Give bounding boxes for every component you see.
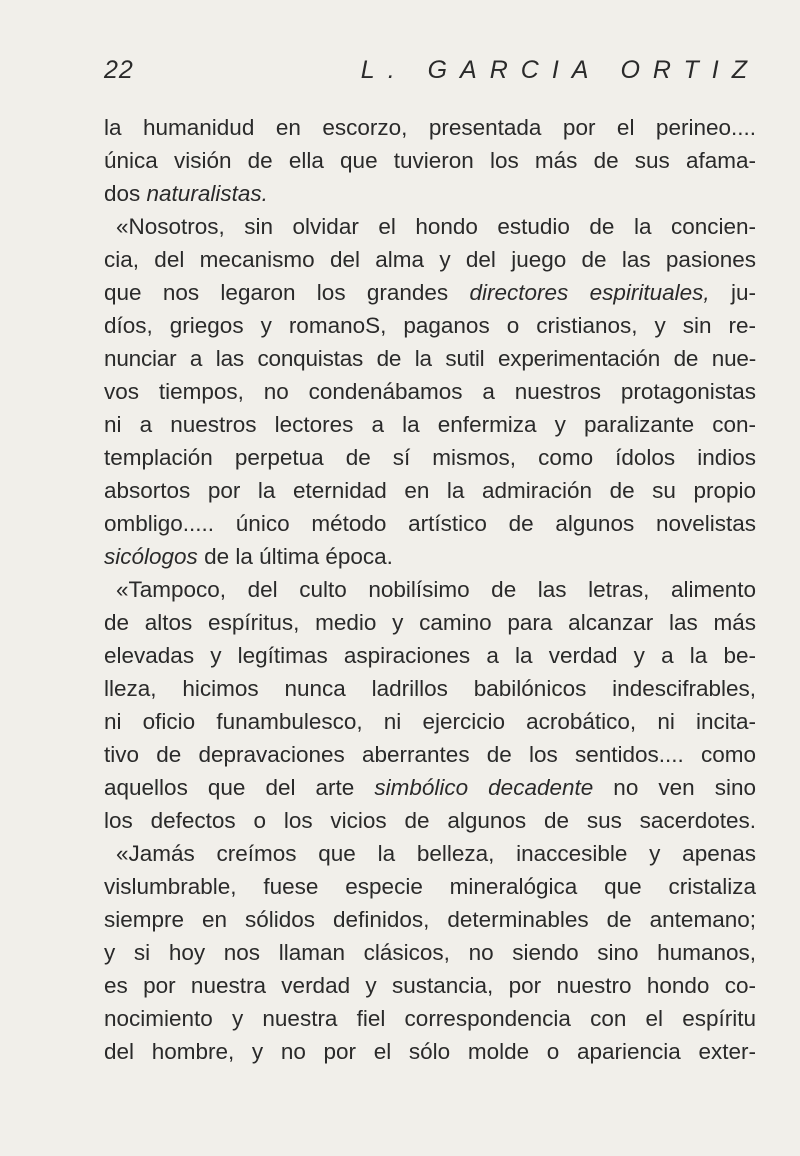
- text-run: de altos espíritus, medio y camino para alcanzar las más: [104, 610, 756, 635]
- text-line: [104, 144, 756, 177]
- page-header: [104, 56, 760, 96]
- text-run: de la última época.: [197, 544, 393, 569]
- text-line: [104, 870, 756, 903]
- text-run: absortos por la eternidad en la admiración de su propio: [104, 478, 756, 503]
- text-line: [104, 210, 756, 243]
- text-run: «Tampoco, del culto nobilísimo de las letras, alimento: [116, 577, 756, 602]
- italic-text: sicólogos: [104, 544, 198, 569]
- text-line: [104, 771, 756, 804]
- text-run: aquellos que del arte: [104, 775, 375, 800]
- text-line: [104, 738, 756, 771]
- text-run: no ven sino: [593, 775, 756, 800]
- text-line: [104, 837, 756, 870]
- text-line: [104, 507, 756, 540]
- text-line: [104, 540, 756, 573]
- text-run: tivo de depravaciones aberrantes de los sentidos.... como: [104, 742, 756, 767]
- text-run: que nos legaron los grandes: [104, 280, 470, 305]
- text-run: única visión de ella que tuvieron los más de sus afama-: [104, 148, 756, 173]
- text-run: vos tiempos, no condenábamos a nuestros protagonistas: [104, 379, 756, 404]
- text-line: [104, 705, 756, 738]
- text-line: [104, 672, 756, 705]
- text-run: ju-: [709, 280, 756, 305]
- text-run: ni oficio funambulesco, ni ejercicio acrobático, ni incita-: [104, 709, 756, 734]
- text-line: [104, 573, 756, 606]
- text-line: [104, 243, 756, 276]
- text-line: [104, 936, 756, 969]
- page-number: 22: [104, 56, 134, 84]
- text-run: y si hoy nos llaman clásicos, no siendo sino humanos,: [104, 940, 756, 965]
- text-line: [104, 903, 756, 936]
- text-run: es por nuestra verdad y sustancia, por nuestro hondo co-: [104, 973, 756, 998]
- text-line: [104, 1002, 756, 1035]
- text-line: [104, 1035, 756, 1068]
- body-text: [104, 111, 756, 1068]
- text-run: «Jamás creímos que la belleza, inaccesible y apenas: [116, 841, 756, 866]
- text-run: cia, del mecanismo del alma y del juego de las pasiones: [104, 247, 756, 272]
- text-line: [104, 639, 756, 672]
- text-run: ni a nuestros lectores a la enfermiza y paralizante con-: [104, 412, 756, 437]
- text-line: [104, 441, 756, 474]
- running-head: L. GARCIA ORTIZ: [360, 56, 760, 84]
- text-run: del hombre, y no por el sólo molde o apariencia exter-: [104, 1039, 756, 1064]
- text-run: «Nosotros, sin olvidar el hondo estudio de la concien-: [116, 214, 756, 239]
- text-line: [104, 177, 756, 210]
- text-line: [104, 474, 756, 507]
- text-line: [104, 408, 756, 441]
- text-line: [104, 276, 756, 309]
- text-run: díos, griegos y romanoS, paganos o cristianos, y sin re-: [104, 313, 756, 338]
- text-run: dos: [104, 181, 147, 206]
- text-run: lleza, hicimos nunca ladrillos babilónicos indescifrables,: [104, 676, 756, 701]
- text-line: [104, 342, 756, 375]
- text-run: los defectos o los vicios de algunos de sus sacerdotes.: [104, 808, 756, 833]
- text-run: siempre en sólidos definidos, determinables de antemano;: [104, 907, 756, 932]
- text-run: elevadas y legítimas aspiraciones a la verdad y a la be-: [104, 643, 756, 668]
- text-line: [104, 606, 756, 639]
- text-run: vislumbrable, fuese especie mineralógica que cristaliza: [104, 874, 756, 899]
- text-run: templación perpetua de sí mismos, como ídolos indios: [104, 445, 756, 470]
- text-line: [104, 309, 756, 342]
- text-run: la humanidud en escorzo, presentada por el perineo....: [104, 115, 756, 140]
- text-line: [104, 111, 756, 144]
- text-line: [104, 804, 756, 837]
- text-line: [104, 375, 756, 408]
- text-run: nocimiento y nuestra fiel correspondencia con el espíritu: [104, 1006, 756, 1031]
- italic-text: naturalistas.: [146, 181, 268, 206]
- text-run: nunciar a las conquistas de la sutil experimentación de nue-: [104, 346, 756, 371]
- text-run: ombligo..... único método artístico de algunos novelistas: [104, 511, 756, 536]
- italic-text: directores espirituales,: [469, 280, 710, 305]
- text-line: [104, 969, 756, 1002]
- italic-text: simbólico decadente: [374, 775, 594, 800]
